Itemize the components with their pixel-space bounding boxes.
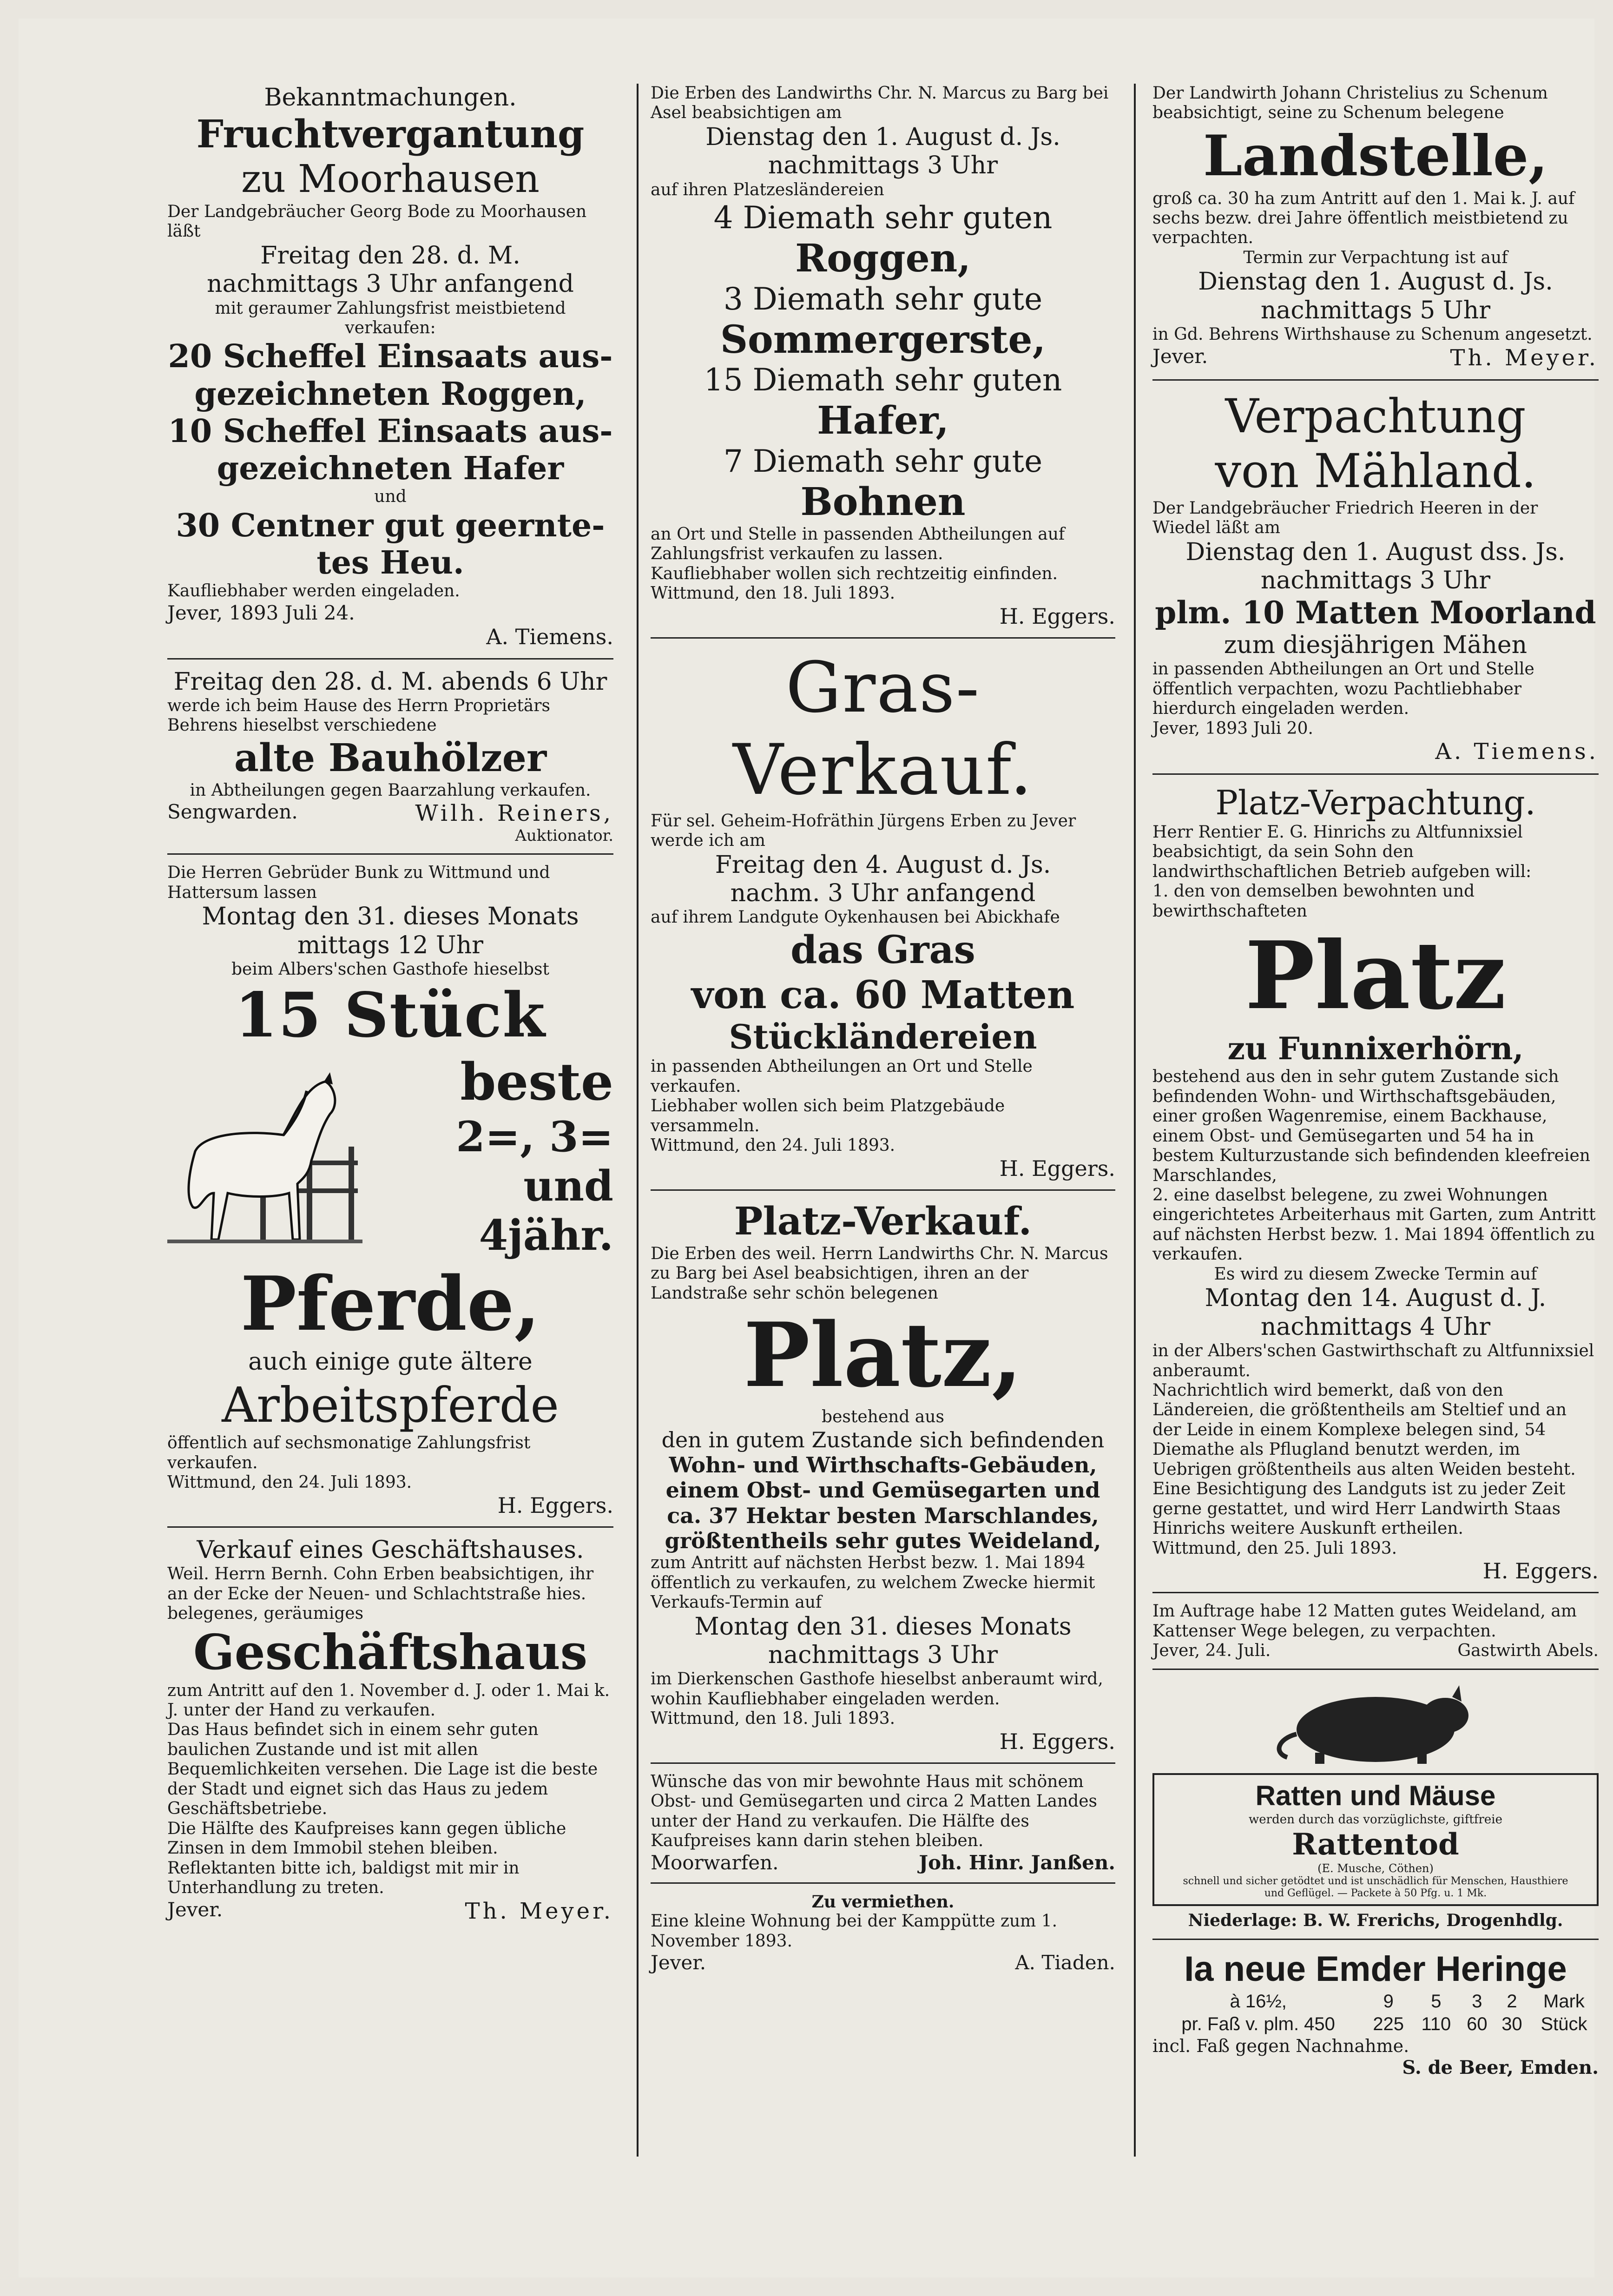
ad-terms: zum Antritt auf nächsten Herbst bezw. 1. Mai 1894 öffentlich zu verkaufen, zu welchem Zwecke hiermit Verkaufs-Termin auf xyxy=(651,1553,1095,1612)
rat-illustration-icon xyxy=(1269,1678,1482,1767)
ad-weideland xyxy=(1152,1602,1599,1670)
lot-crop: Sommergerste, xyxy=(720,317,1046,362)
ad-terms: öffentlich auf sechsmonatige Zahlungsfrist verkaufen. xyxy=(167,1433,531,1472)
ad-time: nachmittags 4 Uhr xyxy=(1260,1313,1491,1341)
ad-date: Montag den 31. dieses Monats xyxy=(694,1612,1072,1641)
quantity-cell: 110 xyxy=(1421,2013,1451,2034)
ad-title: Verpachtung xyxy=(1225,389,1526,443)
ad-place: im Dierkenschen Gasthofe hieselbst anberaumt wird, wohin Kaufliebhaber eingeladen werden. xyxy=(651,1669,1103,1709)
ad-place-date: Wittmund, den 18. Juli 1893. xyxy=(651,1709,895,1729)
ad-signature: S. de Beer, Emden. xyxy=(1402,2056,1599,2078)
ad-footer xyxy=(1152,345,1599,371)
lot-line: 7 Diemath sehr gute xyxy=(723,443,1043,479)
ad-date: Montag den 14. August d. J. xyxy=(1205,1284,1547,1313)
ad-termin: Es wird zu diesem Zwecke Termin auf xyxy=(1214,1264,1537,1284)
ad-note: Nachrichtlich wird bemerkt, daß von den Ländereien, die größtentheils am Steltief und an der Leide in einem Komplexe belegen sind, 54 Diemathe als Pflugland benutzt werden, im Uebrigen größtentheils aus alten Weiden besteht. xyxy=(1152,1380,1576,1479)
ad-invite: Kaufliebhaber werden eingeladen. xyxy=(167,581,460,601)
ad-signature: H. Eggers. xyxy=(999,1155,1115,1181)
ad-terms: mit geraumer Zahlungsfrist meistbietend verkaufen: xyxy=(215,298,566,337)
ad-place-date: Wittmund, den 24. Juli 1893. xyxy=(167,1473,412,1492)
ad-signature: Th. Meyer. xyxy=(1450,344,1599,371)
horse-block xyxy=(167,1052,613,1260)
feature-line: ca. 37 Hektar besten Marschlandes, xyxy=(667,1503,1099,1528)
ad-place: auf ihren Platzesländereien xyxy=(651,180,884,199)
lot-crop: Hafer, xyxy=(817,398,949,443)
lot-line: Stückländereien xyxy=(729,1017,1037,1057)
ad-date: Montag den 31. dieses Monats xyxy=(202,903,579,931)
ad-date: Dienstag den 1. August d. Js. xyxy=(1198,268,1553,296)
ad-text: groß ca. 30 ha zum Antritt auf den 1. Mai k. J. auf sechs bezw. drei Jahre öffentlich meistbietend zu verpachten. xyxy=(1152,189,1575,248)
ad-signature: A. Tiaden. xyxy=(1015,1951,1115,1974)
column-rule-1 xyxy=(637,84,639,2157)
ad-signature: A. Tiemens. xyxy=(486,624,613,650)
lot-line: plm. 10 Matten Moorland xyxy=(1155,594,1596,631)
ad-paragraph: zum Antritt auf den 1. November d. J. oder 1. Mai k. J. unter der Hand zu verkaufen. xyxy=(167,1681,610,1720)
lot-crop: Roggen, xyxy=(795,236,971,281)
price-row xyxy=(1152,1990,1599,2013)
ad-signature: A. Tiemens. xyxy=(1435,739,1599,765)
ad-item: 1. den von demselben bewohnten und bewirthschafteten xyxy=(1152,882,1475,921)
ad-place-date: Jever, 1893 Juli 24. xyxy=(167,601,355,624)
lot-line: 3 Diemath sehr gute xyxy=(723,281,1043,317)
ad-time: nachmittags 3 Uhr anfangend xyxy=(207,270,574,298)
ad-intro: Für sel. Geheim-Hofräthin Jürgens Erben zu Jever werde ich am xyxy=(651,811,1076,851)
quantity-cell: 30 xyxy=(1501,2013,1522,2034)
ad-main-word: Geschäftshaus xyxy=(193,1623,588,1681)
ad-haus-moorwarfen xyxy=(651,1772,1115,1884)
price-cell: à 16½, xyxy=(1230,1991,1287,2012)
ad-intro: Weil. Herrn Bernh. Cohn Erben beabsichtigen, ihr an der Ecke der Neuen- und Schlachtstraße hies. belegenes, geräumiges xyxy=(167,1564,594,1623)
ad-intro: Die Herren Gebrüder Bunk zu Wittmund und Hattersum lassen xyxy=(167,863,550,902)
ad-main-word: Platz, xyxy=(744,1303,1022,1407)
section-heading: Bekanntmachungen. xyxy=(264,84,517,112)
ad-footer xyxy=(651,1951,1115,1974)
ad-place: Jever, 24. Juli. xyxy=(1152,1641,1271,1661)
quantity-cell: pr. Faß v. plm. 450 xyxy=(1181,2013,1335,2034)
ad-subtitle: Arbeitspferde xyxy=(222,1376,559,1433)
ad-rattentod xyxy=(1152,1678,1599,1940)
ad-place-date: Wittmund, den 18. Juli 1893. xyxy=(651,584,895,603)
product-name: Rattentod xyxy=(1292,1827,1459,1862)
ad-text: werde ich beim Hause des Herrn Proprietärs Behrens hieselbst verschiedene xyxy=(167,696,550,735)
lot-line: gezeichneten Hafer xyxy=(217,450,564,488)
ad-platz-verpachtung xyxy=(1152,783,1599,1593)
ad-time: nachmittags 3 Uhr xyxy=(768,1641,998,1669)
ad-text: Im Auftrage habe 12 Matten gutes Weideland, am Kattenser Wege belegen, zu verpachten. xyxy=(1152,1602,1577,1641)
ad-time: mittags 12 Uhr xyxy=(297,931,484,959)
ad-signature: H. Eggers. xyxy=(999,603,1115,629)
quantity-cell: 225 xyxy=(1373,2013,1404,2034)
price-table xyxy=(1152,1990,1599,2036)
ad-place-date: Wittmund, den 25. Juli 1893. xyxy=(1152,1538,1397,1558)
ad-footer xyxy=(167,800,613,826)
ad-role: Auktionator. xyxy=(515,826,613,845)
ad-fruchtvergantung xyxy=(167,84,613,660)
ad-place: auf ihrem Landgute Oykenhausen bei Abickhafe xyxy=(651,908,1060,927)
quantity-row xyxy=(1152,2013,1599,2036)
ad-date: Freitag den 28. d. M. abends 6 Uhr xyxy=(173,667,607,696)
lot-line: 30 Centner gut geernte- xyxy=(176,507,605,544)
ad-title: Fruchtvergantung xyxy=(196,112,585,157)
ad-title: Landstelle, xyxy=(1203,123,1548,189)
lot-line: 10 Scheffel Einsaats aus- xyxy=(168,412,613,450)
ad-terms: in Abtheilungen gegen Baarzahlung verkaufen. xyxy=(190,780,591,800)
ad-emder-heringe xyxy=(1152,1948,1599,2087)
ad-title: Zu vermiethen. xyxy=(811,1892,955,1912)
ad-visit: Eine Besichtigung des Landguts ist zu jeder Zeit gerne gestattet, und wird Herr Landwirth Staas Hinrichs weitere Auskunft ertheilen. xyxy=(1152,1479,1566,1538)
ad-main-word: Pferde, xyxy=(240,1260,540,1348)
ad-date: Freitag den 4. August d. Js. xyxy=(715,851,1051,879)
lot-line: das Gras xyxy=(790,927,975,972)
ad-bauhoelzer xyxy=(167,668,613,855)
feature-line: den in gutem Zustande sich befindenden xyxy=(661,1427,1105,1452)
feature-line: einem Obst- und Gemüsegarten und xyxy=(665,1478,1100,1503)
ad-item: 2. eine daselbst belegene, zu zwei Wohnungen eingerichtetes Arbeiterhaus mit Garten, zum Antritt auf nächsten Herbst bezw. 1. Mai 1894 öffentlich zu verkaufen. xyxy=(1152,1185,1596,1264)
ad-title: Platz-Verkauf. xyxy=(734,1199,1032,1244)
ad-place: Jever. xyxy=(1152,344,1208,368)
ad-text: Eine kleine Wohnung bei der Kamppütte zum 1. November 1893. xyxy=(651,1912,1058,1951)
feature-line: Wohn- und Wirthschafts-Gebäuden, xyxy=(669,1452,1097,1478)
feature-line: größtentheils sehr gutes Weideland, xyxy=(665,1528,1101,1553)
lot-line: 15 Diemath sehr guten xyxy=(704,362,1062,398)
ad-terms: in passenden Abtheilungen an Ort und Stelle öffentlich verpachten, wozu Pachtliebhaber hierdurch eingeladen werden. xyxy=(1152,660,1534,719)
age-line: 2=, 3= und xyxy=(456,1112,613,1211)
age-line: 4jähr. xyxy=(479,1211,613,1260)
ad-pferde xyxy=(167,863,613,1528)
ad-place-date: Jever, 1893 Juli 20. xyxy=(1152,719,1313,738)
ad-title: Platz-Verpachtung. xyxy=(1215,783,1536,822)
ad-footer xyxy=(1152,1641,1599,1660)
ad-subtext: auch einige gute ältere xyxy=(248,1348,533,1376)
ad-footer xyxy=(167,1898,613,1924)
ad-title: von Mähland. xyxy=(1215,443,1536,498)
quantity-cell: 60 xyxy=(1467,2013,1488,2034)
price-cell: 9 xyxy=(1383,1991,1394,2012)
ad-time: nachmittags 3 Uhr xyxy=(1260,566,1491,594)
ad-geschaeftshaus xyxy=(167,1536,613,1933)
ad-verpachtung-maehland xyxy=(1152,389,1599,775)
ad-place-date: Wittmund, den 24. Juli 1893. xyxy=(651,1136,895,1155)
ad-gras-verkauf xyxy=(651,647,1115,1191)
ad-paragraph: Reflektanten bitte ich, baldigst mit mir in Unterhandlung zu treten. xyxy=(167,1858,520,1898)
ad-footer xyxy=(651,1851,1115,1874)
ad-date: Dienstag den 1. August dss. Js. xyxy=(1185,538,1566,566)
ad-zu-vermiethen xyxy=(651,1892,1115,1982)
rattentod-box xyxy=(1152,1773,1599,1906)
ad-signature: Th. Meyer. xyxy=(465,1898,613,1924)
ad-paragraph: Die Hälfte des Kaufpreises kann gegen übliche Zinsen in dem Immobil stehen bleiben. xyxy=(167,1819,566,1858)
ad-place: in der Albers'schen Gastwirthschaft zu Altfunnixsiel anberaumt. xyxy=(1152,1341,1594,1380)
ad-signature: H. Eggers. xyxy=(1482,1558,1599,1584)
column-1 xyxy=(167,84,613,1941)
ad-intro: Die Erben des Landwirths Chr. N. Marcus zu Barg bei Asel beabsichtigen am xyxy=(651,84,1109,123)
ad-invite: Liebhaber wollen sich beim Platzgebäude versammeln. xyxy=(651,1096,1005,1135)
horse-illustration-icon xyxy=(167,1054,362,1258)
ad-intro: werden durch das vorzüglichste, giftfreie xyxy=(1249,1813,1502,1827)
product-desc: schnell und sicher getödtet und ist unschädlich für Menschen, Hausthiere und Geflügel. — Packete à 50 Pfg. u. 1 Mk. xyxy=(1183,1875,1568,1899)
ad-place: Jever. xyxy=(651,1951,706,1974)
horse-text xyxy=(362,1052,613,1260)
ad-subtext: bestehend aus xyxy=(822,1407,944,1427)
ad-fruchtverkauf-barg xyxy=(651,84,1115,639)
ad-terms: an Ort und Stelle in passenden Abtheilungen auf Zahlungsfrist verkaufen zu lassen. xyxy=(651,524,1065,564)
ad-main-word: Platz xyxy=(1245,921,1506,1031)
ad-signature: H. Eggers. xyxy=(497,1492,613,1518)
ad-subtitle: zu Moorhausen xyxy=(241,157,540,202)
ad-invite: Kaufliebhaber wollen sich rechtzeitig einfinden. xyxy=(651,564,1058,583)
price-cell: 3 xyxy=(1472,1991,1482,2012)
lot-line: tes Heu. xyxy=(316,544,464,582)
ad-intro: Die Erben des weil. Herrn Landwirths Chr. N. Marcus zu Barg bei Asel beabsichtigen, ihren an der Landstraße sehr schön belegenen xyxy=(651,1244,1108,1303)
ad-depot: Niederlage: B. W. Frerichs, Drogenhdlg. xyxy=(1188,1910,1563,1930)
ad-title: alte Bauhölzer xyxy=(234,735,547,780)
lot-count: 15 Stück xyxy=(235,979,546,1052)
ad-signature: Gastwirth Abels. xyxy=(1457,1641,1599,1661)
ad-intro: Der Landgebräucher Georg Bode zu Moorhausen läßt xyxy=(167,202,587,241)
ad-place: beim Albers'schen Gasthofe hieselbst xyxy=(231,959,550,979)
ad-title: Gras-Verkauf. xyxy=(733,647,1033,811)
ad-description: bestehend aus den in sehr gutem Zustande sich befindenden Wohn- und Wirthschaftsgebäuden, einer großen Wagenremise, einem Backhause, einem Obst- und Gemüsegarten und 54 ha in bestem Kulturzustande sich befindenden kleefreien Marschlandes, xyxy=(1152,1067,1590,1185)
ad-title: Verkauf eines Geschäftshauses. xyxy=(197,1536,584,1564)
ad-place: Jever. xyxy=(167,1898,223,1921)
quality-word: beste xyxy=(460,1052,613,1112)
ad-title: Ratten und Mäuse xyxy=(1255,1780,1496,1812)
lot-line: gezeichneten Roggen, xyxy=(194,375,586,413)
conjunction: und xyxy=(374,487,407,507)
ad-signature: Wilh. Reiners, xyxy=(415,800,613,827)
ad-termin: Termin zur Verpachtung ist auf xyxy=(1243,248,1508,267)
quantity-cell: Stück xyxy=(1541,2013,1587,2034)
ad-intro: Der Landwirth Johann Christelius zu Schenum beabsichtigt, seine zu Schenum belegene xyxy=(1152,84,1548,123)
lot-sub: zum diesjährigen Mähen xyxy=(1224,631,1527,660)
lot-crop: Bohnen xyxy=(800,479,966,524)
ad-time: nachm. 3 Uhr anfangend xyxy=(730,879,1036,908)
column-3 xyxy=(1152,84,1599,2095)
ad-terms: in passenden Abtheilungen an Ort und Stelle verkaufen. xyxy=(651,1057,1033,1096)
ad-date: Dienstag den 1. August d. Js. xyxy=(705,123,1060,151)
ad-place: Moorwarfen. xyxy=(651,1851,779,1874)
ad-landstelle xyxy=(1152,84,1599,381)
ad-signature: Joh. Hinr. Janßen. xyxy=(919,1851,1115,1874)
ad-place: in Gd. Behrens Wirthshause zu Schenum angesetzt. xyxy=(1152,325,1593,344)
ad-intro: Herr Rentier E. G. Hinrichs zu Altfunnixsiel beabsichtigt, da sein Sohn den landwirthschaftlichen Betrieb aufgeben will: xyxy=(1152,822,1532,881)
column-2 xyxy=(651,84,1115,1991)
ad-place: Sengwarden. xyxy=(167,800,298,824)
ad-platz-verkauf xyxy=(651,1199,1115,1764)
column-rule-2 xyxy=(1134,84,1136,2157)
lot-line: von ca. 60 Matten xyxy=(691,972,1075,1017)
ad-signature: H. Eggers. xyxy=(999,1729,1115,1754)
price-cell: 5 xyxy=(1431,1991,1442,2012)
lot-line: 4 Diemath sehr guten xyxy=(713,200,1053,236)
price-cell: Mark xyxy=(1543,1991,1585,2012)
ad-time: nachmittags 3 Uhr xyxy=(768,152,998,180)
ad-paragraph: Das Haus befindet sich in einem sehr guten baulichen Zustande und ist mit allen Bequemlichkeiten versehen. Die Lage ist die beste der Stadt und eignet sich das Haus zu jedem Geschäftsbetriebe. xyxy=(167,1720,598,1819)
ad-time: nachmittags 5 Uhr xyxy=(1260,296,1491,324)
ad-intro: Der Landgebräucher Friedrich Heeren in der Wiedel läßt am xyxy=(1152,498,1538,538)
product-maker: (E. Musche, Cöthen) xyxy=(1317,1862,1434,1875)
price-cell: 2 xyxy=(1507,1991,1517,2012)
ad-text: Wünsche das von mir bewohnte Haus mit schönem Obst- und Gemüsegarten und circa 2 Matten Landes unter der Hand zu verkaufen. Die Hälfte des Kaufpreises kann darin stehen bleiben. xyxy=(651,1772,1097,1851)
ad-title: Ia neue Emder Heringe xyxy=(1184,1949,1567,1989)
ad-note: incl. Faß gegen Nachnahme. xyxy=(1152,2035,1409,2056)
lot-line: 20 Scheffel Einsaats aus- xyxy=(168,338,613,376)
ad-subtitle: zu Funnixerhörn, xyxy=(1227,1030,1524,1067)
ad-date: Freitag den 28. d. M. xyxy=(260,241,520,270)
